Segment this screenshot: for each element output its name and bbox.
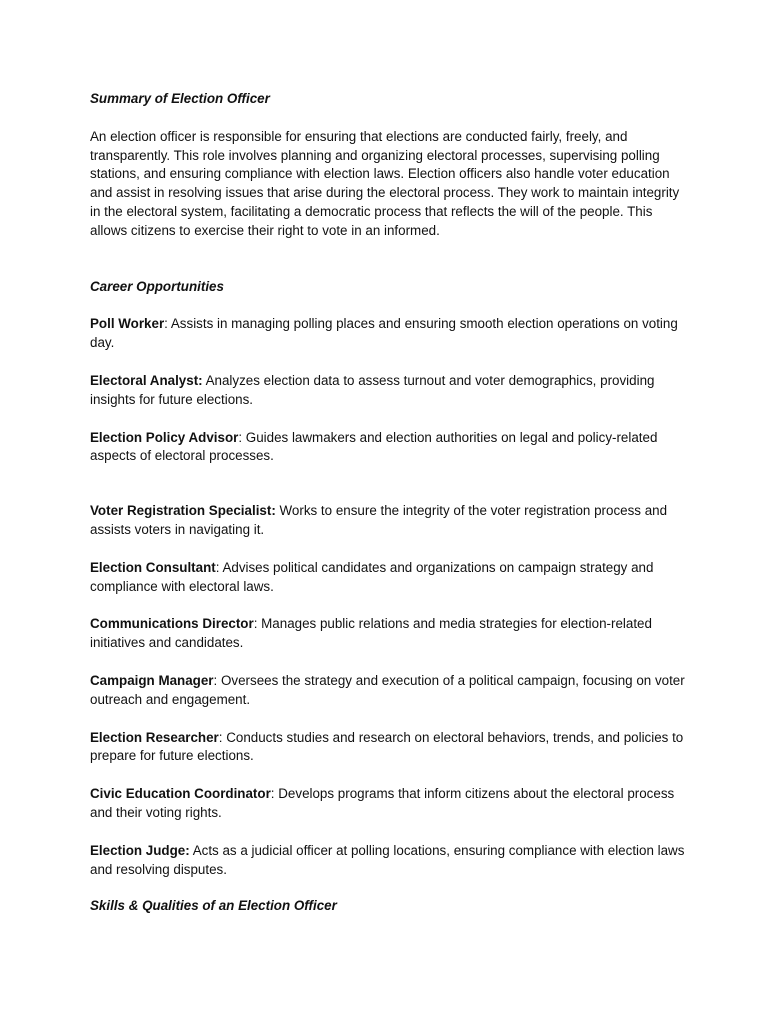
skills-heading: Skills & Qualities of an Election Officer bbox=[90, 898, 337, 914]
career-title: Election Researcher bbox=[90, 729, 219, 745]
career-title: Election Consultant bbox=[90, 559, 216, 575]
career-title: Electoral Analyst: bbox=[90, 372, 203, 388]
career-entry-election-consultant bbox=[90, 559, 690, 597]
summary-heading: Summary of Election Officer bbox=[90, 91, 270, 106]
career-separator: : bbox=[238, 429, 246, 445]
career-title: Civic Education Coordinator bbox=[90, 786, 271, 802]
career-entry-election-policy-advisor bbox=[90, 429, 690, 467]
career-entry-election-judge bbox=[90, 842, 690, 880]
career-title: Voter Registration Specialist: bbox=[90, 503, 276, 519]
career-title: Campaign Manager bbox=[90, 672, 214, 688]
career-entry-voter-registration-specialist bbox=[90, 502, 690, 540]
career-title: Poll Worker bbox=[90, 316, 165, 332]
career-description: Works to ensure the integrity of the voter registration process and assists voters in navigating it. bbox=[90, 503, 668, 537]
career-description: Oversees the strategy and execution of a political campaign, focusing on voter outreach and engagement. bbox=[90, 672, 685, 707]
career-separator: : bbox=[218, 729, 227, 745]
career-entry-communications-director bbox=[90, 615, 690, 653]
career-entry-electoral-analyst bbox=[90, 372, 690, 410]
career-title: Election Policy Advisor bbox=[90, 429, 239, 445]
career-separator: : bbox=[270, 786, 279, 802]
summary-paragraph: An election officer is responsible for ensuring that elections are conducted fairly, freely, and transparently. This role involves planning and organizing electoral processes, supervising polling stations, and ensuring compliance with election laws. Election officers also handle voter education and assist in resolving issues that arise during the electoral process. They work to maintain integrity in the electoral system, facilitating a democratic process that reflects the will of the people. This allows citizens to exercise their right to vote in an informed. bbox=[90, 128, 680, 238]
career-title: Communications Director bbox=[90, 616, 254, 632]
career-entry-campaign-manager bbox=[90, 672, 690, 710]
career-description: Manages public relations and media strategies for election-related initiatives and candidates. bbox=[90, 616, 652, 651]
career-list bbox=[90, 315, 690, 879]
career-description: Analyzes election data to assess turnout and voter demographics, providing insights for future elections. bbox=[90, 372, 655, 407]
career-description: Conducts studies and research on electoral behaviors, trends, and policies to prepare for future elections. bbox=[90, 729, 684, 764]
career-description: Advises political candidates and organizations on campaign strategy and compliance with electoral laws. bbox=[90, 559, 654, 594]
career-separator: : bbox=[164, 316, 171, 332]
career-description: Acts as a judicial officer at polling locations, ensuring compliance with election laws and resolving disputes. bbox=[90, 842, 685, 877]
career-title: Election Judge: bbox=[90, 842, 190, 858]
career-entry-civic-education-coordinator bbox=[90, 785, 690, 823]
career-entry-election-researcher bbox=[90, 729, 690, 767]
career-separator: : bbox=[213, 672, 221, 688]
career-separator: : bbox=[253, 616, 262, 632]
career-entry-poll-worker bbox=[90, 315, 690, 353]
career-description: Develops programs that inform citizens about the electoral process and their voting rights. bbox=[90, 786, 675, 820]
career-description: Guides lawmakers and election authorities on legal and policy-related aspects of electoral processes. bbox=[90, 429, 658, 464]
document-page bbox=[90, 90, 690, 916]
career-opportunities-heading: Career Opportunities bbox=[90, 278, 224, 294]
career-description: Assists in managing polling places and ensuring smooth election operations on voting day. bbox=[90, 316, 678, 351]
career-separator: : bbox=[215, 559, 223, 575]
